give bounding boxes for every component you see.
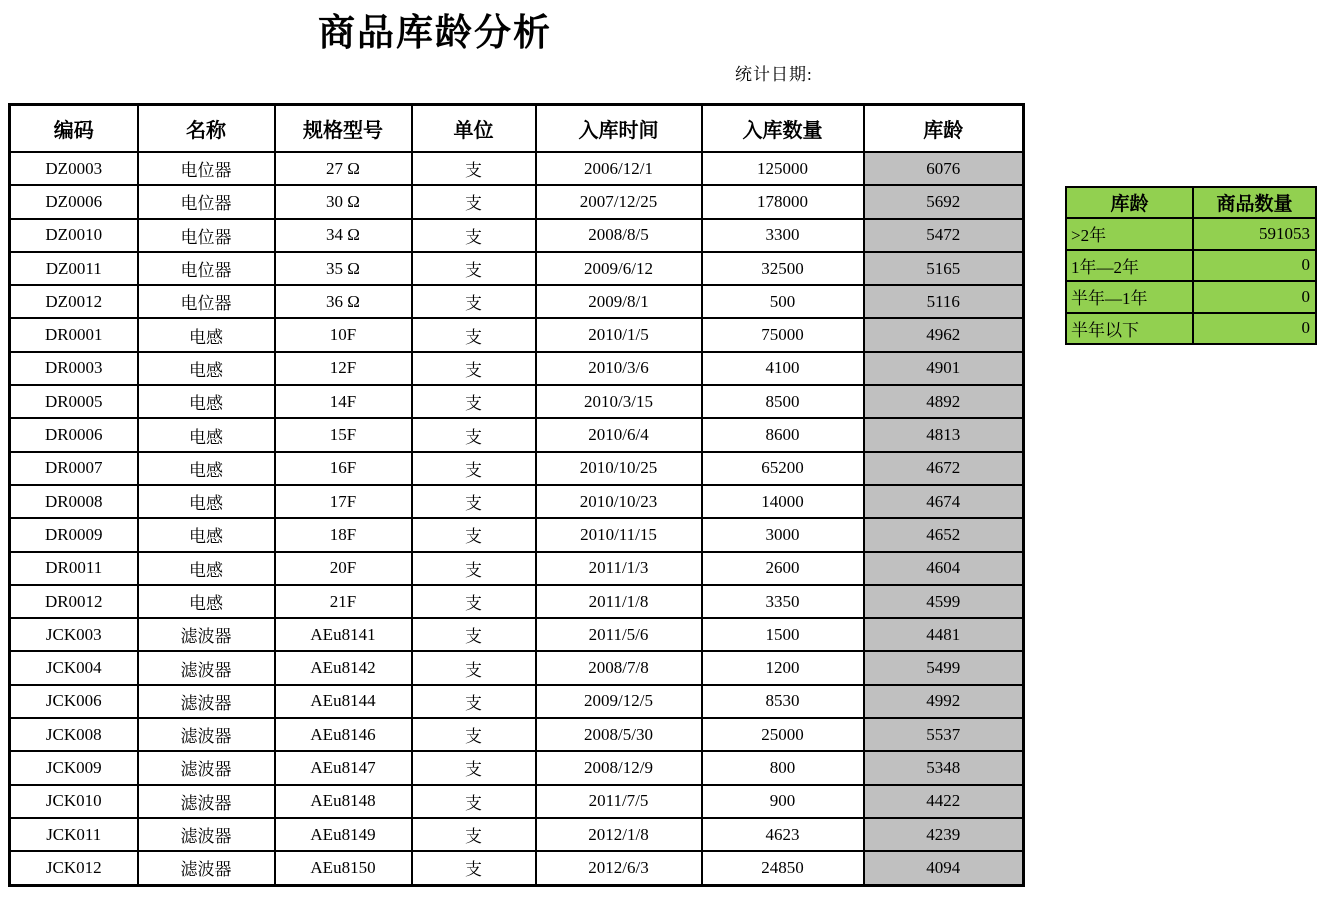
- table-row: [10, 452, 1024, 485]
- cell-unit: 支: [412, 851, 536, 885]
- col-header-code: 编码: [10, 105, 138, 153]
- cell-spec: AEu8142: [275, 651, 412, 684]
- cell-date: 2010/1/5: [536, 318, 702, 351]
- cell-unit: 支: [412, 685, 536, 718]
- cell-qty: 1200: [702, 651, 864, 684]
- cell-spec: 15F: [275, 418, 412, 451]
- page-title: 商品库龄分析: [318, 13, 552, 54]
- cell-spec: 30 Ω: [275, 185, 412, 218]
- cell-spec: 14F: [275, 385, 412, 418]
- cell-spec: 12F: [275, 352, 412, 385]
- cell-qty: 4623: [702, 818, 864, 851]
- cell-unit: 支: [412, 252, 536, 285]
- table-row: [10, 219, 1024, 252]
- cell-qty: 500: [702, 285, 864, 318]
- summary-row: [1066, 281, 1316, 313]
- cell-name: 电位器: [138, 185, 275, 218]
- summary-cell-label: 半年以下: [1066, 313, 1193, 345]
- summary-cell-qty: 0: [1193, 313, 1316, 345]
- table-row: [10, 618, 1024, 651]
- cell-code: DZ0006: [10, 185, 138, 218]
- cell-unit: 支: [412, 285, 536, 318]
- table-row: [10, 718, 1024, 751]
- cell-code: DZ0003: [10, 152, 138, 185]
- table-row: [10, 518, 1024, 551]
- cell-date: 2011/5/6: [536, 618, 702, 651]
- age-summary-table: [1065, 186, 1317, 345]
- cell-date: 2010/10/23: [536, 485, 702, 518]
- cell-code: JCK012: [10, 851, 138, 885]
- cell-spec: 35 Ω: [275, 252, 412, 285]
- cell-spec: 18F: [275, 518, 412, 551]
- stat-date-label: 统计日期:: [735, 65, 813, 84]
- cell-spec: AEu8148: [275, 785, 412, 818]
- cell-age: 4962: [864, 318, 1024, 351]
- cell-code: JCK009: [10, 751, 138, 784]
- cell-code: JCK004: [10, 651, 138, 684]
- cell-spec: 34 Ω: [275, 219, 412, 252]
- cell-age: 4094: [864, 851, 1024, 885]
- col-header-date: 入库时间: [536, 105, 702, 153]
- col-header-age: 库龄: [864, 105, 1024, 153]
- table-row: [10, 651, 1024, 684]
- cell-name: 电位器: [138, 252, 275, 285]
- cell-unit: 支: [412, 785, 536, 818]
- summary-cell-label: 半年—1年: [1066, 281, 1193, 313]
- table-row: [10, 685, 1024, 718]
- cell-code: JCK010: [10, 785, 138, 818]
- table-row: [10, 751, 1024, 784]
- cell-qty: 75000: [702, 318, 864, 351]
- cell-age: 4992: [864, 685, 1024, 718]
- summary-cell-label: >2年: [1066, 218, 1193, 250]
- cell-age: 4672: [864, 452, 1024, 485]
- summary-row: [1066, 313, 1316, 345]
- cell-unit: 支: [412, 385, 536, 418]
- cell-unit: 支: [412, 618, 536, 651]
- cell-date: 2008/12/9: [536, 751, 702, 784]
- cell-qty: 3000: [702, 518, 864, 551]
- table-row: [10, 152, 1024, 185]
- cell-code: DR0009: [10, 518, 138, 551]
- cell-unit: 支: [412, 518, 536, 551]
- cell-name: 滤波器: [138, 785, 275, 818]
- cell-spec: 20F: [275, 552, 412, 585]
- cell-name: 电感: [138, 318, 275, 351]
- cell-unit: 支: [412, 751, 536, 784]
- table-row: [10, 585, 1024, 618]
- cell-spec: AEu8141: [275, 618, 412, 651]
- cell-date: 2010/3/6: [536, 352, 702, 385]
- cell-name: 滤波器: [138, 818, 275, 851]
- cell-code: DR0008: [10, 485, 138, 518]
- cell-name: 滤波器: [138, 718, 275, 751]
- cell-code: DR0003: [10, 352, 138, 385]
- table-row: [10, 385, 1024, 418]
- cell-code: DZ0012: [10, 285, 138, 318]
- cell-name: 电感: [138, 418, 275, 451]
- cell-qty: 2600: [702, 552, 864, 585]
- summary-col-header-age: 库龄: [1066, 187, 1193, 218]
- cell-unit: 支: [412, 219, 536, 252]
- cell-age: 5165: [864, 252, 1024, 285]
- cell-date: 2010/11/15: [536, 518, 702, 551]
- cell-age: 4892: [864, 385, 1024, 418]
- cell-date: 2011/1/8: [536, 585, 702, 618]
- cell-code: JCK008: [10, 718, 138, 751]
- cell-unit: 支: [412, 185, 536, 218]
- cell-date: 2012/1/8: [536, 818, 702, 851]
- cell-name: 电感: [138, 452, 275, 485]
- cell-spec: 10F: [275, 318, 412, 351]
- cell-qty: 8500: [702, 385, 864, 418]
- cell-age: 5348: [864, 751, 1024, 784]
- col-header-unit: 单位: [412, 105, 536, 153]
- cell-date: 2012/6/3: [536, 851, 702, 885]
- summary-cell-qty: 0: [1193, 250, 1316, 282]
- cell-qty: 24850: [702, 851, 864, 885]
- summary-header-row: [1066, 187, 1316, 218]
- table-row: [10, 318, 1024, 351]
- cell-code: DR0011: [10, 552, 138, 585]
- cell-unit: 支: [412, 452, 536, 485]
- cell-code: DR0012: [10, 585, 138, 618]
- cell-date: 2010/6/4: [536, 418, 702, 451]
- cell-date: 2009/8/1: [536, 285, 702, 318]
- cell-code: DR0006: [10, 418, 138, 451]
- cell-name: 电感: [138, 485, 275, 518]
- cell-age: 4239: [864, 818, 1024, 851]
- cell-code: DR0005: [10, 385, 138, 418]
- cell-name: 电位器: [138, 219, 275, 252]
- cell-name: 滤波器: [138, 651, 275, 684]
- cell-unit: 支: [412, 352, 536, 385]
- cell-qty: 3300: [702, 219, 864, 252]
- table-row: [10, 285, 1024, 318]
- cell-date: 2008/8/5: [536, 219, 702, 252]
- inventory-age-table: [8, 103, 1025, 887]
- cell-qty: 25000: [702, 718, 864, 751]
- cell-name: 电感: [138, 385, 275, 418]
- cell-name: 滤波器: [138, 751, 275, 784]
- table-row: [10, 485, 1024, 518]
- cell-age: 4604: [864, 552, 1024, 585]
- cell-unit: 支: [412, 585, 536, 618]
- table-row: [10, 818, 1024, 851]
- cell-name: 电感: [138, 585, 275, 618]
- cell-date: 2008/7/8: [536, 651, 702, 684]
- cell-age: 4422: [864, 785, 1024, 818]
- cell-date: 2009/12/5: [536, 685, 702, 718]
- cell-age: 4599: [864, 585, 1024, 618]
- cell-unit: 支: [412, 818, 536, 851]
- cell-age: 5116: [864, 285, 1024, 318]
- col-header-spec: 规格型号: [275, 105, 412, 153]
- cell-spec: AEu8150: [275, 851, 412, 885]
- summary-cell-qty: 0: [1193, 281, 1316, 313]
- summary-row: [1066, 250, 1316, 282]
- summary-cell-label: 1年—2年: [1066, 250, 1193, 282]
- cell-name: 滤波器: [138, 851, 275, 885]
- cell-age: 5472: [864, 219, 1024, 252]
- cell-name: 滤波器: [138, 618, 275, 651]
- cell-code: DR0007: [10, 452, 138, 485]
- cell-spec: 17F: [275, 485, 412, 518]
- cell-spec: AEu8147: [275, 751, 412, 784]
- cell-spec: AEu8144: [275, 685, 412, 718]
- cell-age: 5537: [864, 718, 1024, 751]
- cell-unit: 支: [412, 651, 536, 684]
- cell-name: 电位器: [138, 152, 275, 185]
- cell-code: DR0001: [10, 318, 138, 351]
- table-header-row: [10, 105, 1024, 153]
- cell-date: 2010/3/15: [536, 385, 702, 418]
- cell-qty: 4100: [702, 352, 864, 385]
- cell-qty: 3350: [702, 585, 864, 618]
- cell-date: 2006/12/1: [536, 152, 702, 185]
- cell-qty: 1500: [702, 618, 864, 651]
- cell-qty: 8600: [702, 418, 864, 451]
- cell-name: 电感: [138, 518, 275, 551]
- cell-spec: AEu8149: [275, 818, 412, 851]
- table-row: [10, 785, 1024, 818]
- cell-date: 2008/5/30: [536, 718, 702, 751]
- table-row: [10, 252, 1024, 285]
- cell-qty: 32500: [702, 252, 864, 285]
- cell-code: JCK006: [10, 685, 138, 718]
- summary-row: [1066, 218, 1316, 250]
- cell-age: 4901: [864, 352, 1024, 385]
- cell-qty: 178000: [702, 185, 864, 218]
- cell-qty: 125000: [702, 152, 864, 185]
- col-header-name: 名称: [138, 105, 275, 153]
- cell-spec: 27 Ω: [275, 152, 412, 185]
- cell-unit: 支: [412, 418, 536, 451]
- cell-qty: 8530: [702, 685, 864, 718]
- cell-age: 5499: [864, 651, 1024, 684]
- cell-date: 2011/1/3: [536, 552, 702, 585]
- cell-date: 2007/12/25: [536, 185, 702, 218]
- cell-code: DZ0011: [10, 252, 138, 285]
- cell-spec: 16F: [275, 452, 412, 485]
- cell-date: 2009/6/12: [536, 252, 702, 285]
- table-row: [10, 352, 1024, 385]
- cell-unit: 支: [412, 552, 536, 585]
- cell-date: 2010/10/25: [536, 452, 702, 485]
- cell-age: 6076: [864, 152, 1024, 185]
- cell-qty: 65200: [702, 452, 864, 485]
- cell-unit: 支: [412, 718, 536, 751]
- col-header-qty: 入库数量: [702, 105, 864, 153]
- cell-unit: 支: [412, 485, 536, 518]
- cell-age: 4813: [864, 418, 1024, 451]
- cell-name: 电位器: [138, 285, 275, 318]
- cell-unit: 支: [412, 152, 536, 185]
- cell-age: 4481: [864, 618, 1024, 651]
- table-row: [10, 185, 1024, 218]
- cell-code: JCK003: [10, 618, 138, 651]
- cell-code: DZ0010: [10, 219, 138, 252]
- table-row: [10, 418, 1024, 451]
- table-row: [10, 851, 1024, 885]
- cell-code: JCK011: [10, 818, 138, 851]
- cell-age: 4674: [864, 485, 1024, 518]
- cell-name: 电感: [138, 352, 275, 385]
- summary-col-header-qty: 商品数量: [1193, 187, 1316, 218]
- cell-qty: 900: [702, 785, 864, 818]
- cell-name: 电感: [138, 552, 275, 585]
- cell-age: 5692: [864, 185, 1024, 218]
- cell-spec: 21F: [275, 585, 412, 618]
- cell-name: 滤波器: [138, 685, 275, 718]
- cell-unit: 支: [412, 318, 536, 351]
- cell-spec: AEu8146: [275, 718, 412, 751]
- summary-cell-qty: 591053: [1193, 218, 1316, 250]
- cell-date: 2011/7/5: [536, 785, 702, 818]
- cell-qty: 14000: [702, 485, 864, 518]
- table-row: [10, 552, 1024, 585]
- cell-spec: 36 Ω: [275, 285, 412, 318]
- cell-qty: 800: [702, 751, 864, 784]
- cell-age: 4652: [864, 518, 1024, 551]
